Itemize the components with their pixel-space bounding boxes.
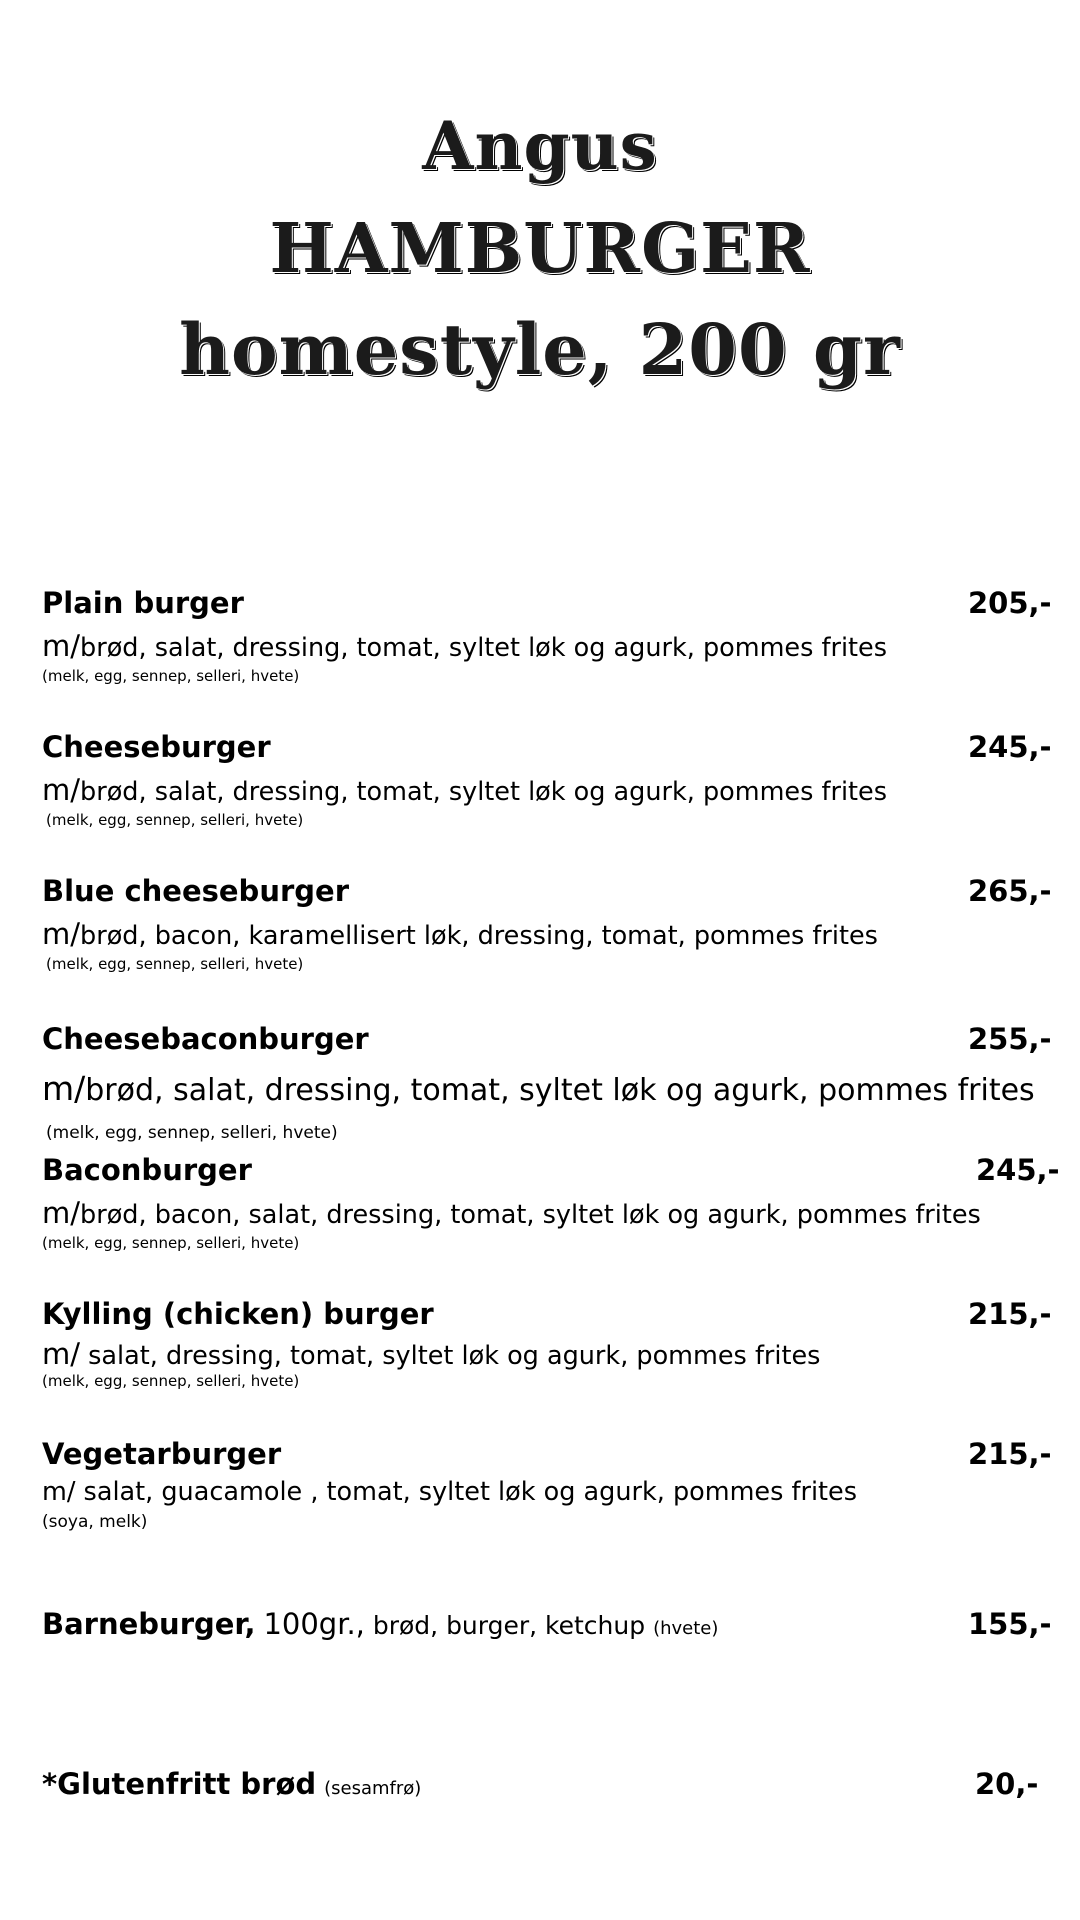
item-description xyxy=(42,917,878,951)
menu-title-line-1: Angus xyxy=(422,107,658,185)
item-price: 245,- xyxy=(976,1153,1060,1187)
desc-text: salat, guacamole , tomat, syltet løk og agurk, pommes frites xyxy=(75,1477,858,1507)
item-price: 215,- xyxy=(968,1437,1052,1471)
desc-prefix: m/ xyxy=(42,1477,76,1507)
desc-text: brød, salat, dressing, tomat, syltet løk og agurk, pommes frites xyxy=(80,777,888,807)
item-price: 155,- xyxy=(968,1607,1052,1641)
kids-burger-line xyxy=(42,1607,719,1641)
item-allergens: (melk, egg, sennep, selleri, hvete) xyxy=(46,811,304,829)
desc-prefix: m/ xyxy=(42,1069,86,1108)
item-description xyxy=(42,1337,821,1371)
desc-prefix: m/ xyxy=(42,773,81,807)
menu-title-line-3: homestyle, 200 gr xyxy=(179,308,901,391)
desc-text: salat, dressing, tomat, syltet løk og agurk, pommes frites xyxy=(80,1341,821,1371)
item-allergens: (melk, egg, sennep, selleri, hvete) xyxy=(46,1123,338,1143)
item-description xyxy=(42,1477,858,1507)
item-description xyxy=(42,1196,981,1230)
item-name: *Glutenfritt brød xyxy=(42,1767,317,1801)
item-description xyxy=(42,1069,1035,1108)
desc-prefix: m/ xyxy=(42,629,81,663)
item-price: 255,- xyxy=(968,1022,1052,1056)
item-name: Barneburger, xyxy=(42,1607,256,1641)
item-price: 205,- xyxy=(968,586,1052,620)
desc-text: brød, salat, dressing, tomat, syltet løk og agurk, pommes frites xyxy=(80,633,888,663)
desc-prefix: m/ xyxy=(42,1337,81,1371)
item-allergens: (hvete) xyxy=(653,1618,719,1639)
desc-prefix: m/ xyxy=(42,917,81,951)
item-price: 265,- xyxy=(968,874,1052,908)
desc-text: brød, bacon, karamellisert løk, dressing, tomat, pommes frites xyxy=(80,921,878,951)
item-allergens: (melk, egg, sennep, selleri, hvete) xyxy=(42,667,300,685)
desc-text: brød, salat, dressing, tomat, syltet løk og agurk, pommes frites xyxy=(85,1073,1035,1108)
item-weight: 100gr., xyxy=(263,1607,365,1641)
menu-title-line-2: HAMBURGER xyxy=(269,209,811,289)
item-allergens: (melk, egg, sennep, selleri, hvete) xyxy=(42,1372,300,1390)
desc-prefix: m/ xyxy=(42,1196,81,1230)
item-name: Baconburger xyxy=(42,1153,252,1187)
item-price: 215,- xyxy=(968,1297,1052,1331)
glutenfree-line xyxy=(42,1767,422,1801)
item-name: Vegetarburger xyxy=(42,1437,282,1471)
item-allergens: (melk, egg, sennep, selleri, hvete) xyxy=(46,955,304,973)
item-name: Cheesebaconburger xyxy=(42,1022,369,1056)
item-description xyxy=(42,773,888,807)
item-name: Plain burger xyxy=(42,586,244,620)
item-price: 245,- xyxy=(968,730,1052,764)
item-note: (sesamfrø) xyxy=(324,1778,422,1799)
item-name: Kylling (chicken) burger xyxy=(42,1297,434,1331)
item-price: 20,- xyxy=(975,1767,1039,1801)
desc-text: brød, bacon, salat, dressing, tomat, syltet løk og agurk, pommes frites xyxy=(80,1200,981,1230)
item-allergens: (melk, egg, sennep, selleri, hvete) xyxy=(42,1234,300,1252)
item-name: Blue cheeseburger xyxy=(42,874,349,908)
item-description xyxy=(42,629,888,663)
item-allergens: (soya, melk) xyxy=(42,1512,148,1532)
item-description: brød, burger, ketchup xyxy=(372,1611,646,1640)
item-name: Cheeseburger xyxy=(42,730,271,764)
